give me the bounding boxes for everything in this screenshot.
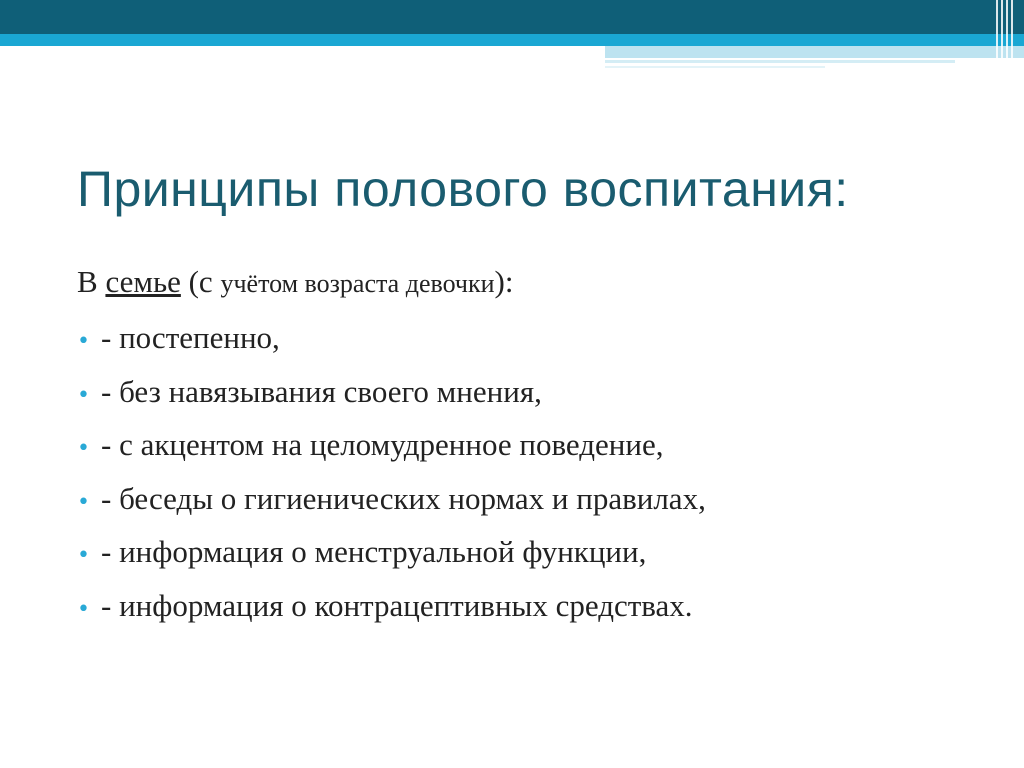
bullet-icon: • — [77, 489, 90, 515]
intro-paren-open: (с — [180, 264, 221, 299]
list-item — [77, 425, 706, 479]
intro-underlined-word: семье — [105, 264, 181, 299]
header-blue-band — [0, 34, 1024, 46]
bullet-icon: • — [77, 543, 90, 568]
list-item-text: - с акцентом на целомудренное поведение, — [101, 427, 664, 462]
list-item — [77, 586, 706, 640]
bullet-list — [77, 318, 706, 639]
list-item-text: - информация о менструальной функции, — [101, 534, 647, 569]
list-item — [77, 532, 706, 586]
list-item-text: - без навязывания своего мнения, — [101, 373, 542, 409]
list-item — [77, 372, 706, 426]
intro-prefix: В — [77, 264, 106, 299]
header-thin-line — [605, 60, 955, 63]
bullet-icon: • — [77, 436, 90, 461]
header-decoration — [0, 0, 1024, 70]
header-dark-band — [0, 0, 1024, 34]
bullet-icon: • — [77, 596, 90, 622]
header-stripe — [1011, 0, 1013, 70]
list-item — [77, 318, 706, 372]
header-stripe — [996, 0, 998, 70]
list-item-text: - постепенно, — [101, 320, 280, 355]
header-stripe — [1001, 0, 1003, 70]
list-item-text: - беседы о гигиенических нормах и правилах, — [101, 480, 706, 516]
intro-paren-close: ): — [494, 264, 514, 299]
header-stripe — [1006, 0, 1008, 70]
bullet-icon: • — [77, 329, 90, 354]
header-thin-line — [605, 66, 825, 68]
slide-title: Принципы полового воспитания: — [77, 161, 849, 217]
intro-detail: учётом возраста девочки — [220, 269, 495, 298]
list-item-text: - информация о контрацептивных средствах. — [101, 587, 693, 623]
bullet-icon: • — [77, 382, 90, 408]
list-item — [77, 479, 706, 533]
intro-line — [77, 264, 513, 300]
header-light-band — [605, 46, 1024, 58]
